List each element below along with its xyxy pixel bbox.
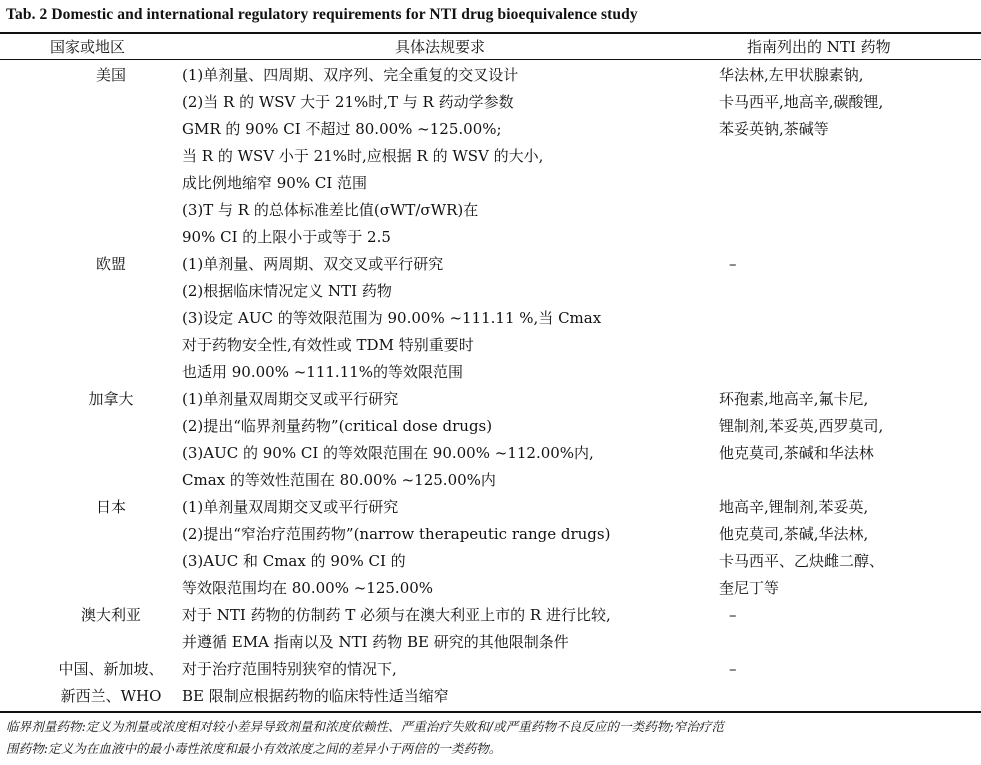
region-name: 澳大利亚	[80, 606, 141, 624]
top-rule	[0, 32, 981, 34]
requirement-line: (1)单剂量、四周期、双序列、完全重复的交叉设计	[182, 66, 519, 84]
region-cell	[36, 251, 186, 278]
region-cell	[36, 656, 186, 710]
drug-line: 他克莫司,茶碱,华法林,	[719, 525, 869, 543]
requirement-line: (1)单剂量双周期交叉或平行研究	[182, 498, 399, 516]
header-drugs: 指南列出的 NTI 药物	[747, 38, 891, 56]
requirement-line: 90% CI 的上限小于或等于 2.5	[182, 228, 391, 246]
drug-line: 华法林,左甲状腺素钠,	[719, 66, 864, 84]
drug-line: 苯妥英钠,茶碱等	[719, 120, 829, 138]
drugs-cell	[719, 251, 979, 278]
drug-line: 卡马西平、乙炔雌二醇、	[719, 552, 885, 570]
requirement-line: 对于 NTI 药物的仿制药 T 必须与在澳大利亚上市的 R 进行比较,	[182, 606, 611, 624]
drugs-cell	[719, 602, 979, 629]
drug-line: 环孢素,地高辛,氟卡尼,	[719, 390, 869, 408]
header-rule	[0, 59, 981, 60]
drug-line: 他克莫司,茶碱和华法林	[719, 444, 874, 462]
drug-line: 地高辛,锂制剂,苯妥英,	[719, 498, 869, 516]
requirements-cell	[182, 62, 712, 251]
region-name: 中国、新加坡、	[58, 660, 164, 678]
requirement-line: (2)根据临床情况定义 NTI 药物	[182, 282, 392, 300]
footnote-line: 围药物:定义为在血液中的最小毒性浓度和最小有效浓度之间的差异小于两倍的一类药物。	[6, 741, 502, 756]
drug-line: 卡马西平,地高辛,碳酸锂,	[719, 93, 884, 111]
header-requirements: 具体法规要求	[395, 38, 486, 56]
header-region: 国家或地区	[50, 38, 126, 56]
requirement-line: (3)AUC 和 Cmax 的 90% CI 的	[182, 552, 406, 570]
footnote-line: 临界剂量药物:定义为剂量或浓度相对较小差异导致剂量和浓度依赖性、严重治疗失败和/或严重药物不良反应的一类药物;窄治疗范	[6, 719, 724, 734]
region-name: 加拿大	[88, 390, 134, 408]
requirements-cell	[182, 602, 712, 656]
requirement-line: (1)单剂量双周期交叉或平行研究	[182, 390, 399, 408]
requirement-line: 当 R 的 WSV 小于 21%时,应根据 R 的 WSV 的大小,	[182, 147, 544, 165]
requirement-line: 对于药物安全性,有效性或 TDM 特别重要时	[182, 336, 474, 354]
requirements-cell	[182, 386, 712, 494]
region-cell	[36, 62, 186, 89]
requirement-line: 对于治疗范围特别狭窄的情况下,	[182, 660, 397, 678]
drug-line: 奎尼丁等	[719, 579, 780, 597]
drugs-cell	[719, 656, 979, 683]
drugs-cell	[719, 62, 979, 143]
requirement-line: (2)当 R 的 WSV 大于 21%时,T 与 R 药动学参数	[182, 93, 514, 111]
drugs-cell	[719, 494, 979, 602]
requirement-line: (2)提出“窄治疗范围药物”(narrow therapeutic range drugs)	[182, 525, 611, 543]
region-name: 欧盟	[95, 255, 126, 273]
region-name: 美国	[95, 66, 126, 84]
requirement-line: 并遵循 EMA 指南以及 NTI 药物 BE 研究的其他限制条件	[182, 633, 569, 651]
drug-line: –	[729, 660, 737, 678]
requirement-line: (3)T 与 R 的总体标准差比值(σWT/σWR)在	[182, 201, 479, 219]
drug-line: –	[729, 606, 737, 624]
requirement-line: (3)设定 AUC 的等效限范围为 90.00% ~111.11 %,当 Cmax	[182, 309, 602, 327]
requirement-line: 也适用 90.00% ~111.11%的等效限范围	[182, 363, 464, 381]
table-caption: Tab. 2 Domestic and international regulatory requirements for NTI drug bioequivalence study	[6, 6, 638, 23]
table-body	[0, 62, 981, 710]
requirement-line: 成比例地缩窄 90% CI 范围	[182, 174, 368, 192]
requirement-line: 等效限范围均在 80.00% ~125.00%	[182, 579, 434, 597]
bottom-rule	[0, 711, 981, 713]
requirements-cell	[182, 494, 712, 602]
region-name: 日本	[95, 498, 126, 516]
drug-line: 锂制剂,苯妥英,西罗莫司,	[719, 417, 884, 435]
region-cell	[36, 386, 186, 413]
requirements-cell	[182, 656, 712, 710]
drug-line: –	[729, 255, 737, 273]
region-cell	[36, 602, 186, 629]
requirement-line: (2)提出“临界剂量药物”(critical dose drugs)	[182, 417, 493, 435]
requirement-line: (1)单剂量、两周期、双交叉或平行研究	[182, 255, 444, 273]
table-footnote	[6, 716, 976, 760]
region-name: 新西兰、WHO	[60, 687, 162, 705]
requirement-line: Cmax 的等效性范围在 80.00% ~125.00%内	[182, 471, 496, 489]
requirement-line: BE 限制应根据药物的临床特性适当缩窄	[182, 687, 449, 705]
requirement-line: GMR 的 90% CI 不超过 80.00% ~125.00%;	[182, 120, 502, 138]
drugs-cell	[719, 386, 979, 467]
requirements-cell	[182, 251, 712, 386]
requirement-line: (3)AUC 的 90% CI 的等效限范围在 90.00% ~112.00%内,	[182, 444, 594, 462]
region-cell	[36, 494, 186, 521]
